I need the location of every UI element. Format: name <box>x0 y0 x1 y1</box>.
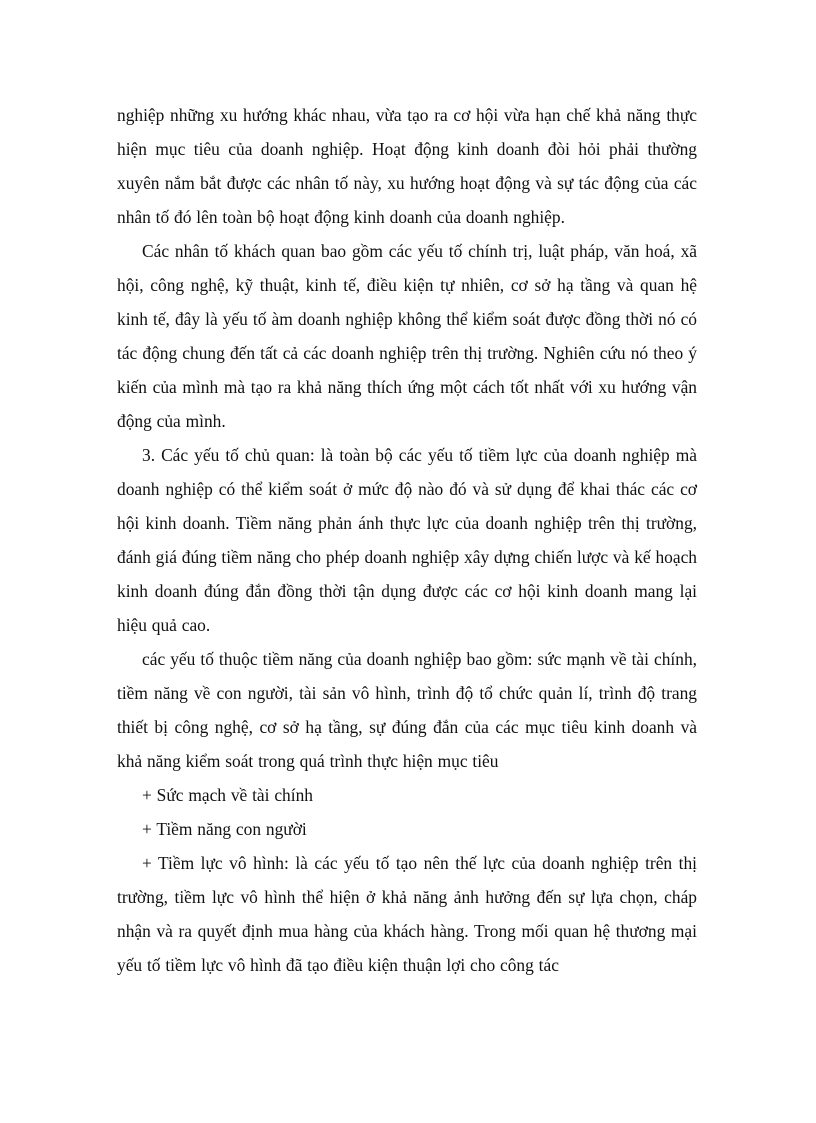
document-page <box>117 98 697 982</box>
paragraph-objective-factors: Các nhân tố khách quan bao gồm các yếu tố chính trị, luật pháp, văn hoá, xã hội, công nghệ, kỹ thuật, kinh tế, điều kiện tự nhiên, cơ sở hạ tầng và quan hệ kinh tế, đây là yếu tố àm doanh nghiệp không thể kiểm soát được đồng thời nó có tác động chung đến tất cả các doanh nghiệp trên thị trường. Nghiên cứu nó theo ý kiến của mình mà tạo ra khả năng thích ứng một cách tốt nhất với xu hướng vận động của mình. <box>117 241 697 431</box>
paragraph-continuation: nghiệp những xu hướng khác nhau, vừa tạo ra cơ hội vừa hạn chế khả năng thực hiện mục tiêu của doanh nghiệp. Hoạt động kinh doanh đòi hỏi phải thường xuyên nắm bắt được các nhân tố này, xu hướng hoạt động và sự tác động của các nhân tố đó lên toàn bộ hoạt động kinh doanh của doanh nghiệp. <box>117 105 697 227</box>
paragraph-potential-factors: các yếu tố thuộc tiềm năng của doanh nghiệp bao gồm: sức mạnh về tài chính, tiềm năng về con người, tài sản vô hình, trình độ tổ chức quản lí, trình độ trang thiết bị công nghệ, cơ sở hạ tầng, sự đúng đắn của các mục tiêu kinh doanh và khả năng kiểm soát trong quá trình thực hiện mục tiêu <box>117 649 697 771</box>
list-item-intangible-potential: + Tiềm lực vô hình: là các yếu tố tạo nên thế lực của doanh nghiệp trên thị trường, tiềm lực vô hình thể hiện ở khả năng ảnh hưởng đến sự lựa chọn, cháp nhận và ra quyết định mua hàng của khách hàng. Trong mối quan hệ thương mại yếu tố tiềm lực vô hình đã tạo điều kiện thuận lợi cho công tác <box>117 853 697 975</box>
paragraph-subjective-factors: 3. Các yếu tố chủ quan: là toàn bộ các yếu tố tiềm lực của doanh nghiệp mà doanh nghiệp có thể kiểm soát ở mức độ nào đó và sử dụng để khai thác các cơ hội kinh doanh. Tiềm năng phản ánh thực lực của doanh nghiệp trên thị trường, đánh giá đúng tiềm năng cho phép doanh nghiệp xây dựng chiến lược và kế hoạch kinh doanh đúng đắn đồng thời tận dụng được các cơ hội kinh doanh mang lại hiệu quả cao. <box>117 445 697 635</box>
list-item-financial-strength: + Sức mạch về tài chính <box>142 785 313 805</box>
list-item-human-potential: + Tiềm năng con người <box>142 819 307 839</box>
